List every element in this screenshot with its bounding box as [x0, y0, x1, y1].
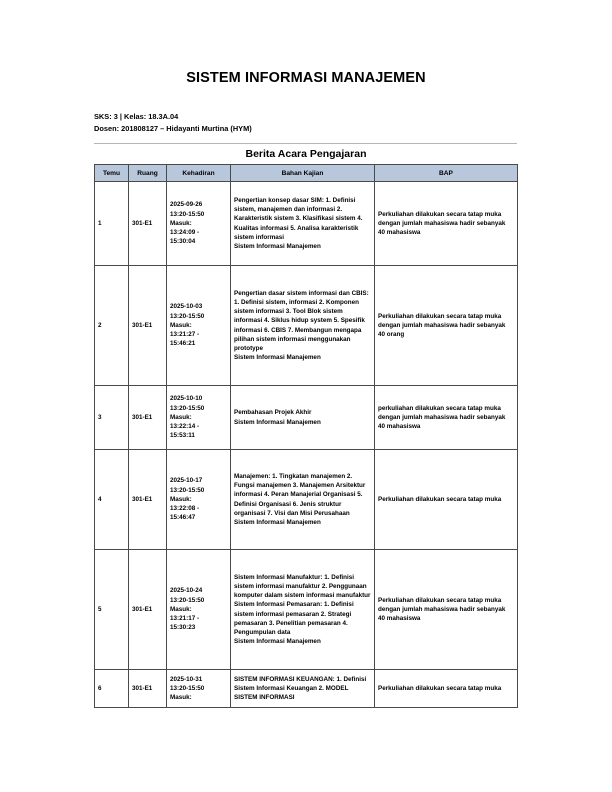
topic-text: Pengertian dasar sistem informasi dan CBIS: 1. Definisi sistem, informasi 2. Komponen sistem informasi 3. Tool Blok sistem informasi 4. Siklus hidup system 5. Spesifik informasi 6. CBIS 7. Membangun mengapa pilihan sistem informasi menggunakan prototype — [234, 289, 369, 352]
course-meta-sks-kelas: SKS: 3 | Kelas: 18.3A.04 — [94, 112, 179, 121]
cell-kehadiran — [167, 386, 231, 450]
cell-ruang: 301-E1 — [129, 266, 167, 386]
topic-text: Pembahasan Projek Akhir — [234, 409, 312, 417]
cell-kehadiran — [167, 182, 231, 266]
kehadiran-text: 2025-10-24 13:20-15:50 Masuk: 13:21:17 - 15:30:23 — [170, 587, 205, 632]
cell-kehadiran — [167, 670, 231, 708]
cell-kehadiran — [167, 266, 231, 386]
cell-temu: 6 — [95, 670, 129, 708]
section-title: Berita Acara Pengajaran — [245, 148, 367, 160]
kehadiran-text: 2025-09-26 13:20-15:50 Masuk: 13:24:09 - 15:30:04 — [170, 201, 205, 246]
header-bahan-kajian: Bahan Kajian — [231, 165, 375, 182]
table-row — [95, 182, 518, 266]
course-name: Sistem Informasi Manajemen — [234, 354, 321, 362]
bap-table — [94, 164, 518, 708]
table-row — [95, 550, 518, 670]
header-kehadiran: Kehadiran — [167, 165, 231, 182]
cell-bap: Perkuliahan dilakukan secara tatap muka dengan jumlah mahasiswa hadir sebanyak 40 orang — [375, 266, 518, 386]
kehadiran-text: 2025-10-03 13:20-15:50 Masuk: 13:21:27 - 15:46:21 — [170, 303, 205, 348]
table-row — [95, 450, 518, 550]
course-name: Sistem Informasi Manajemen — [234, 518, 321, 526]
table-row — [95, 266, 518, 386]
cell-temu: 4 — [95, 450, 129, 550]
kehadiran-text: 2025-10-17 13:20-15:50 Masuk: 13:22:08 - 15:46:47 — [170, 477, 205, 522]
cell-kehadiran — [167, 450, 231, 550]
cell-bap: Perkuliahan dilakukan secara tatap muka dengan jumlah mahasiswa hadir sebanyak 40 mahasiswa — [375, 550, 518, 670]
cell-bahan-kajian — [231, 450, 375, 550]
course-name: Sistem Informasi Manajemen — [234, 418, 321, 426]
topic-text: Pengertian konsep dasar SIM: 1. Definisi sistem, manajemen dan informasi 2. Karakteristik sistem 3. Klasifikasi sistem 4. Kualitas informasi 5. Analisa karakteristik sistem informasi — [234, 196, 363, 241]
cell-ruang: 301-E1 — [129, 182, 167, 266]
cell-bahan-kajian — [231, 266, 375, 386]
cell-bahan-kajian — [231, 550, 375, 670]
cell-bahan-kajian — [231, 386, 375, 450]
topic-text: Manajemen: 1. Tingkatan manajemen 2. Fungsi manajemen 3. Manajemen Arsitektur informasi 4. Peran Manajerial Organisasi 5. Definisi Organisasi 6. Jenis struktur organisasi 7. Visi dan Misi Perusahaan — [234, 472, 366, 517]
topic-text: SISTEM INFORMASI KEUANGAN: 1. Definisi Sistem Informasi Keuangan 2. MODEL SISTEM INFORMASI — [234, 675, 367, 702]
cell-ruang: 301-E1 — [129, 550, 167, 670]
course-name: Sistem Informasi Manajemen — [234, 638, 321, 646]
divider — [94, 143, 517, 144]
table-row — [95, 386, 518, 450]
kehadiran-text: 2025-10-10 13:20-15:50 Masuk: 13:22:14 - 15:53:11 — [170, 395, 205, 440]
cell-bap: Perkuliahan dilakukan secara tatap muka — [375, 670, 518, 708]
cell-bap: perkuliahan dilakukan secara tatap muka dengan jumlah mahasiswa hadir sebanyak 40 mahasiswa — [375, 386, 518, 450]
cell-temu: 3 — [95, 386, 129, 450]
header-ruang: Ruang — [129, 165, 167, 182]
cell-temu: 1 — [95, 182, 129, 266]
cell-temu: 2 — [95, 266, 129, 386]
header-temu: Temu — [95, 165, 129, 182]
cell-ruang: 301-E1 — [129, 386, 167, 450]
cell-bap: Perkuliahan dilakukan secara tatap muka dengan jumlah mahasiswa hadir sebanyak 40 mahasiswa — [375, 182, 518, 266]
topic-text: Sistem Informasi Manufaktur: 1. Definisi sistem informasi manufaktur 2. Penggunaan komputer dalam sistem informasi manufaktur Sistem Informasi Pemasaran: 1. Definisi sistem informasi pemasaran 2. Strategi pemasaran 3. Penelitian pemasaran 4. Pengumpulan data — [234, 573, 371, 636]
cell-bap: Perkuliahan dilakukan secara tatap muka — [375, 450, 518, 550]
course-name: Sistem Informasi Manajemen — [234, 242, 321, 250]
cell-temu: 5 — [95, 550, 129, 670]
cell-bahan-kajian — [231, 670, 375, 708]
table-header-row — [95, 165, 518, 182]
document-title: SISTEM INFORMASI MANAJEMEN — [186, 70, 426, 86]
table-row — [95, 670, 518, 708]
course-meta-dosen: Dosen: 201808127 – Hidayanti Murtina (HYM) — [94, 124, 252, 133]
cell-ruang: 301-E1 — [129, 670, 167, 708]
cell-ruang: 301-E1 — [129, 450, 167, 550]
kehadiran-text: 2025-10-31 13:20-15:50 Masuk: — [170, 675, 205, 702]
cell-kehadiran — [167, 550, 231, 670]
header-bap: BAP — [375, 165, 518, 182]
cell-bahan-kajian — [231, 182, 375, 266]
